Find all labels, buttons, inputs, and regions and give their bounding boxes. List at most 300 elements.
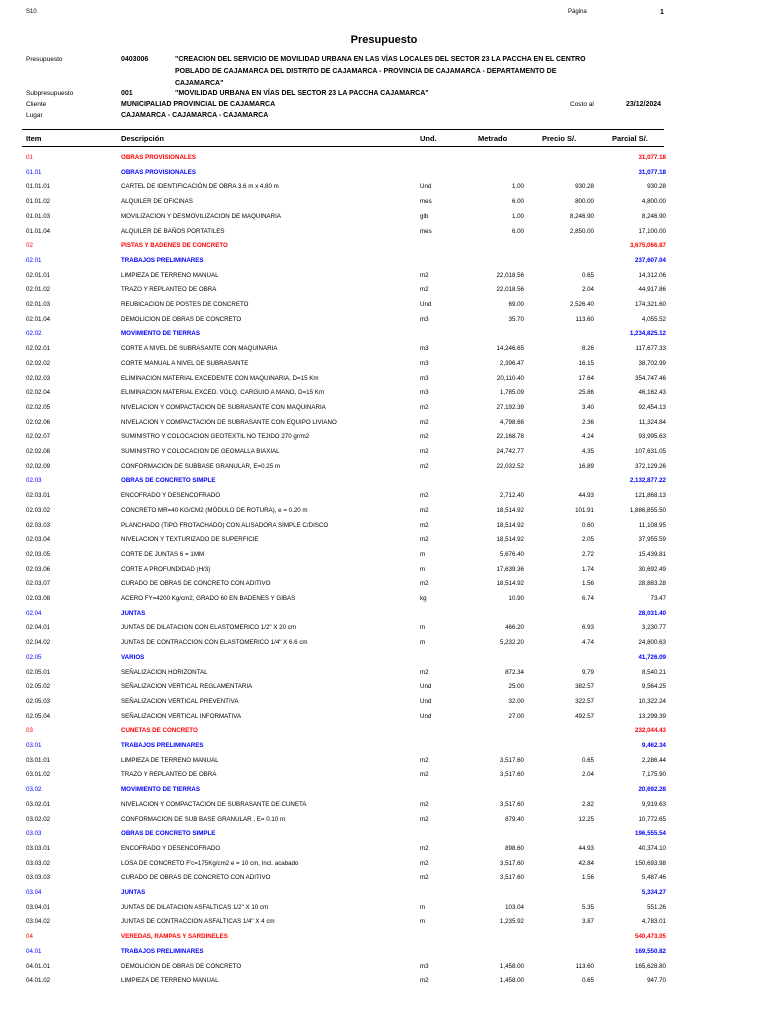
table-top-rule [22,129,664,130]
table-row [0,360,768,374]
cell-parcial: 38,702.99 [638,359,666,367]
cell-desc: SEÑALIZACION VERTICAL PREVENTIVA [121,697,239,705]
cell-precio: 2.72 [581,550,594,558]
cell-desc: CURADO DE OBRAS DE CONCRETO CON ADITIVO [121,580,271,588]
presupuesto-label: Presupuesto [26,56,63,63]
cell-desc: OBRAS PROVISIONALES [121,154,196,161]
cell-parcial: 232,044.43 [635,727,666,735]
cell-desc: JUNTAS [121,889,146,896]
cell-item: 03.04.01 [26,903,51,911]
cell-metrado: 872.34 [505,668,524,676]
cell-und: m3 [420,345,429,353]
cell-desc: TRAZO Y REPLANTEO DE OBRA [121,771,217,779]
cell-und: m2 [420,506,429,514]
table-row [0,771,768,785]
page-label: Página [568,9,587,15]
table-row [0,963,768,977]
cell-desc: MOVIMIENTO DE TIERRAS [121,330,200,338]
cell-metrado: 5,676.40 [499,550,524,558]
col-unidad: Und. [420,134,437,143]
cell-parcial: 169,550.82 [635,947,666,955]
cell-item: 02.01.02 [26,286,51,294]
cell-parcial: 165,628.80 [635,962,666,970]
cell-metrado: 22,018.56 [496,271,524,279]
cell-item: 02.03.05 [26,550,51,558]
page-title: Presupuesto [350,34,418,46]
cell-item: 01.01.01 [26,183,51,191]
cell-metrado: 18,514.92 [496,580,524,588]
cell-item: 03.03.01 [26,844,51,852]
cell-und: m3 [420,389,429,397]
cell-item: 04.01 [26,947,42,955]
cell-parcial: 40,374.10 [638,844,666,852]
table-row [0,286,768,300]
cell-desc: SEÑALIZACION HORIZONTAL [121,668,208,676]
costo-date: 23/12/2024 [626,101,662,108]
table-group-row [0,742,768,756]
table-group-row [0,889,768,903]
cell-parcial: 24,800.63 [638,639,666,647]
cell-item: 02.04.01 [26,624,51,632]
cell-precio: 25.86 [578,389,594,397]
cell-parcial: 947.70 [647,977,666,985]
lugar-value: CAJAMARCA - CAJAMARCA - CAJAMARCA [121,112,269,119]
cell-metrado: 20,110.40 [496,374,524,382]
cell-precio: 8.26 [581,345,594,353]
cell-item: 02.05.01 [26,668,51,676]
cell-desc: LIMPIEZA DE TERRENO MANUAL [121,271,219,279]
cell-item: 03.02 [26,786,42,794]
table-group-row [0,933,768,947]
cell-und: m2 [420,286,429,294]
cell-desc: SUMINISTRO Y COLOCACION DE GEOMALLA BIAXIAL [121,448,280,455]
cell-precio: 492.57 [575,712,594,720]
cell-parcial: 3,230.77 [641,624,666,632]
cell-precio: 3.87 [581,918,594,926]
cell-metrado: 14,246.65 [496,345,524,353]
cell-item: 02.03.03 [26,521,51,529]
cell-parcial: 2,286.44 [641,756,666,764]
table-header-rule [22,146,664,147]
cell-item: 02.02.06 [26,418,51,426]
cell-precio: 1.56 [581,874,594,882]
cell-parcial: 28,031.40 [638,609,666,617]
cell-metrado: 1,458.00 [499,962,524,970]
cell-item: 03.02.02 [26,815,51,823]
presupuesto-code: 0403006 [121,56,149,63]
cell-parcial: 540,473.05 [635,933,666,941]
cell-und: m2 [420,859,429,867]
table-row [0,272,768,286]
cell-precio: 2.36 [581,418,594,426]
cell-parcial: 31,077.18 [638,154,666,161]
cell-desc: CORTE MANUAL A NIVEL DE SUBRASANTE [121,359,249,367]
cell-parcial: 8,540.21 [641,668,666,676]
cell-precio: 0.65 [581,977,594,985]
cell-item: 03.04 [26,889,42,896]
cell-desc: ALQUILER DE BAÑOS PORTATILES [121,227,225,235]
cell-item: 02.01.01 [26,271,51,279]
cell-metrado: 18,514.92 [496,506,524,514]
cell-precio: 1.56 [581,580,594,588]
cell-parcial: 354,747.46 [635,374,666,382]
table-row [0,198,768,212]
cell-item: 02.05.03 [26,697,51,705]
cell-und: m2 [420,536,429,544]
cell-precio: 113.60 [575,315,594,323]
cell-item: 02.03 [26,477,42,485]
cell-metrado: 22,032.52 [496,462,524,470]
cell-parcial: 150,693.98 [635,859,666,867]
cell-parcial: 20,692.28 [638,786,666,794]
cell-desc: SUMINISTRO Y COLOCACION GEOTEXTIL NO TEJIDO 270 gr/m2 [121,433,310,441]
cell-metrado: 18,514.92 [496,521,524,529]
table-group-row [0,330,768,344]
cell-parcial: 4,800.00 [641,198,666,206]
cell-item: 02 [26,242,33,250]
cell-precio: 6.74 [581,595,594,602]
cell-desc: JUNTAS DE CONTRACCION CON ELASTOMERICO 1/4" X 6.6 cm [121,639,308,647]
cell-metrado: 1.00 [511,183,524,191]
cell-desc: ELIMINACION MATERIAL EXCED. VOLQ. CARGUIO A MANO, D=15 Km [121,389,325,397]
cell-desc: ELIMINACION MATERIAL EXCEDENTE CON MAQUINARIA, D=15 Km [121,374,319,382]
table-row [0,580,768,594]
cell-parcial: 2,132,877.22 [629,477,666,485]
table-group-row [0,169,768,183]
cell-metrado: 69.00 [508,301,524,308]
cell-item: 01.01.02 [26,198,51,206]
cell-und: m [420,903,426,911]
table-group-row [0,830,768,844]
cell-desc: DEMOLICION DE OBRAS DE CONCRETO [121,315,242,323]
cell-item: 03.02.01 [26,800,51,808]
cell-und: Und [420,301,432,308]
cell-metrado: 27,192.39 [496,403,524,411]
lugar-label: Lugar [26,112,43,119]
cell-desc: TRABAJOS PRELIMINARES [121,947,204,955]
cell-und: m2 [420,874,429,882]
cell-desc: OBRAS DE CONCRETO SIMPLE [121,830,216,838]
table-row [0,183,768,197]
cell-precio: 4.74 [581,639,594,647]
cell-und: m2 [420,668,429,676]
table-group-row [0,786,768,800]
cell-item: 02.01 [26,256,42,264]
cell-und: m2 [420,580,429,588]
cell-precio: 44.93 [578,844,594,852]
cell-desc: SEÑALIZACION VERTICAL REGLAMENTARIA [121,683,253,691]
table-row [0,404,768,418]
cell-item: 02.02.03 [26,374,51,382]
cell-desc: ACERO FY=4200 Kg/cm2, GRADO 60 EN BADENES Y GIBAS [121,595,296,602]
cell-parcial: 92,454.13 [638,403,666,411]
table-row [0,713,768,727]
cell-und: m2 [420,492,429,500]
table-row [0,389,768,403]
cell-item: 02.03.04 [26,536,51,544]
cell-precio: 17.64 [578,374,594,382]
cell-item: 04 [26,933,33,941]
table-row [0,448,768,462]
cell-parcial: 174,321.60 [635,301,666,308]
cell-parcial: 196,555.54 [635,830,666,838]
table-row [0,213,768,227]
cell-item: 02.04.02 [26,639,51,647]
cell-item: 02.02 [26,330,42,338]
cell-precio: 0.60 [581,521,594,529]
cell-precio: 0.65 [581,271,594,279]
cell-parcial: 1,886,855.50 [629,506,666,514]
cell-und: Und [420,183,432,191]
costo-label: Costo al [570,101,594,108]
cell-metrado: 898.60 [505,844,524,852]
cell-item: 01.01.04 [26,227,51,235]
table-row [0,683,768,697]
cell-precio: 113.60 [575,962,594,970]
cell-und: m [420,639,426,647]
cell-und: m2 [420,448,429,455]
cell-precio: 382.57 [575,683,594,691]
cell-und: mes [420,227,432,235]
cell-parcial: 9,564.25 [641,683,666,691]
col-descripcion: Descripción [121,134,164,143]
table-group-row [0,477,768,491]
table-group-row [0,257,768,271]
cell-und: m2 [420,815,429,823]
cell-desc: CUNETAS DE CONCRETO [121,727,198,735]
cell-parcial: 13,299.39 [638,712,666,720]
cell-parcial: 372,129.26 [635,462,666,470]
cell-desc: JUNTAS DE DILATACION CON ELASTOMERICO 1/2" X 20 cm [121,624,297,632]
col-metrado: Metrado [478,134,508,143]
cell-parcial: 930.28 [647,183,666,191]
cell-parcial: 31,077.18 [638,168,666,176]
cell-item: 02.02.04 [26,389,51,397]
cell-precio: 1.74 [581,565,594,573]
table-row [0,433,768,447]
cell-desc: VARIOS [121,653,145,661]
cell-desc: CORTE A NIVEL DE SUBRASANTE CON MAQUINARIA [121,345,278,353]
cell-precio: 2.05 [581,536,594,544]
cell-und: m2 [420,977,429,985]
cell-item: 03.03.03 [26,874,51,882]
cell-und: m2 [420,462,429,470]
table-row [0,345,768,359]
cell-parcial: 37,955.59 [638,536,666,544]
cell-und: m [420,550,426,558]
cell-item: 03.01.01 [26,756,51,764]
cell-item: 02.02.02 [26,359,51,367]
cell-metrado: 25.00 [508,683,524,691]
cell-und: m2 [420,844,429,852]
table-group-row [0,610,768,624]
presupuesto-description: "CREACION DEL SERVICIO DE MOVILIDAD URBANA EN LAS VÍAS LOCALES DEL SECTOR 23 LA PACCHA EN EL CENTRO POBLADO DE CAJAMARCA DEL DISTRITO DE CAJAMARCA - PROVINCIA DE CAJAMARCA - DEPARTAMENTO DE CAJAMARCA" [175,56,586,87]
cell-und: m3 [420,962,429,970]
cell-item: 02.03.01 [26,492,51,500]
table-row [0,698,768,712]
col-precio: Precio S/. [542,134,577,143]
cell-desc: CORTE A PROFUNDIDAD (H/3) [121,565,211,573]
cell-desc: JUNTAS DE CONTRACCION ASFALTICAS 1/4" X 4 cm [121,918,275,926]
cell-desc: LIMPIEZA DE TERRENO MANUAL [121,756,219,764]
cell-und: m2 [420,271,429,279]
table-row [0,918,768,932]
table-row [0,419,768,433]
cell-parcial: 107,631.05 [635,448,666,455]
table-row [0,874,768,888]
cell-precio: 12.25 [578,815,594,823]
cell-metrado: 2,712.40 [499,492,524,500]
cell-precio: 322.57 [575,697,594,705]
cell-parcial: 1,234,825.12 [629,330,666,338]
cell-desc: REUBICACION DE POSTES DE CONCRETO [121,301,249,308]
cell-desc: LOSA DE CONCRETO F'c=175Kg/cm2 e = 10 cm, Incl. acabado [121,859,299,867]
cell-parcial: 10,322.24 [638,697,666,705]
cell-metrado: 1,235.92 [499,918,524,926]
cell-und: m2 [420,771,429,779]
cell-desc: PISTAS Y BADENES DE CONCRETO [121,242,228,250]
cell-desc: TRAZO Y REPLANTEO DE OBRA [121,286,217,294]
cell-desc: JUNTAS [121,609,146,617]
cell-precio: 2.04 [581,771,594,779]
cell-metrado: 22,018.56 [496,286,524,294]
cell-item: 04.01.01 [26,962,51,970]
cell-precio: 3.40 [581,403,594,411]
col-item: Item [26,134,42,143]
cell-metrado: 3,517.60 [499,756,524,764]
cell-precio: 4.35 [581,448,594,455]
cell-desc: TRABAJOS PRELIMINARES [121,742,204,749]
cell-und: Und [420,712,432,720]
cell-precio: 6.93 [581,624,594,632]
cell-precio: 5.35 [581,903,594,911]
cell-metrado: 6.00 [511,198,524,206]
cell-parcial: 9,919.63 [641,800,666,808]
cell-und: Und [420,683,432,691]
cell-parcial: 3,675,066.87 [629,242,666,250]
table-row [0,228,768,242]
cell-metrado: 10.90 [508,595,524,602]
cell-metrado: 3,517.60 [499,874,524,882]
cell-desc: NIVELACION Y COMPACTACION DE SUBRASANTE CON EQUIPO LIVIANO [121,418,337,426]
cell-item: 02.02.05 [26,403,51,411]
col-parcial: Parcial S/. [612,134,648,143]
cell-item: 02.03.06 [26,565,51,573]
table-row [0,492,768,506]
cell-und: Und [420,697,432,705]
cell-parcial: 5,487.46 [641,874,666,882]
cell-parcial: 9,462.34 [641,742,666,749]
cell-desc: VEREDAS, RAMPAS Y SARDINELES [121,933,228,941]
cell-item: 02.01.04 [26,315,51,323]
cell-desc: PLANCHADO (TIPO FROTACHADO) CON ALISADORA SIMPLE C/DISCO [121,521,329,529]
cell-metrado: 5,232.20 [499,639,524,647]
cell-metrado: 6.00 [511,227,524,235]
cell-desc: LIMPIEZA DE TERRENO MANUAL [121,977,219,985]
cell-und: m3 [420,315,429,323]
cell-precio: 101.91 [575,506,594,514]
cell-desc: OBRAS PROVISIONALES [121,168,196,176]
cell-metrado: 22,168.78 [496,433,524,441]
cell-desc: ENCOFRADO Y DESENCOFRADO [121,492,221,500]
cell-parcial: 4,783.01 [641,918,666,926]
cell-metrado: 103.04 [505,903,524,911]
table-row [0,316,768,330]
cell-precio: 44.93 [578,492,594,500]
table-row [0,551,768,565]
cell-parcial: 44,917.86 [638,286,666,294]
cell-und: m3 [420,359,429,367]
cell-und: m2 [420,521,429,529]
cell-item: 03.03 [26,830,42,838]
cell-precio: 2.04 [581,286,594,294]
cell-parcial: 41,726.09 [638,653,666,661]
table-row [0,816,768,830]
cell-item: 03.03.02 [26,859,51,867]
cliente-value: MUNICIPALIAD PROVINCIAL DE CAJAMARCA [121,101,276,108]
cell-desc: CONFORMACION DE SUBBASE GRANULAR, E=0.25 m [121,462,281,470]
cell-desc: ENCOFRADO Y DESENCOFRADO [121,844,221,852]
cell-desc: TRABAJOS PRELIMINARES [121,256,204,264]
cell-precio: 42.84 [578,859,594,867]
cell-precio: 800.00 [575,198,594,206]
cell-desc: ALQUILER DE OFICINAS [121,198,193,206]
cell-desc: NIVELACION Y COMPACTACION DE SUBRASANTE DE CUNETA [121,800,307,808]
cell-parcial: 93,995.63 [638,433,666,441]
cell-metrado: 4,798.66 [499,418,524,426]
cell-precio: 16.15 [578,359,594,367]
cell-precio: 2,526.40 [569,301,594,308]
cell-item: 04.01.02 [26,977,51,985]
cell-metrado: 1,458.00 [499,977,524,985]
cell-item: 03 [26,727,33,735]
table-row [0,522,768,536]
cell-precio: 0.65 [581,756,594,764]
cell-und: m3 [420,374,429,382]
table-group-row [0,948,768,962]
table-row [0,845,768,859]
cell-parcial: 17,100.00 [638,227,666,235]
report-code: S10 [26,9,37,15]
cell-und: m2 [420,403,429,411]
cell-item: 02.02.08 [26,448,51,455]
cell-item: 01.01 [26,168,42,176]
cell-item: 02.01.03 [26,301,51,308]
table-group-row [0,242,768,256]
cell-item: 02.02.07 [26,433,51,441]
cell-parcial: 551.26 [647,903,666,911]
table-row [0,301,768,315]
cell-parcial: 121,868.13 [635,492,666,500]
cell-metrado: 18,514.92 [496,536,524,544]
cell-und: m [420,624,426,632]
cell-parcial: 5,334.27 [641,889,666,896]
cell-item: 03.01.02 [26,771,51,779]
cell-metrado: 879.40 [505,815,524,823]
table-row [0,536,768,550]
cell-item: 02.03.07 [26,580,51,588]
cell-item: 03.04.02 [26,918,51,926]
cell-metrado: 17,639.36 [496,565,524,573]
cell-item: 02.02.09 [26,462,51,470]
cell-precio: 2.82 [581,800,594,808]
cell-desc: MOVILIZACION Y DESMOVILIZACION DE MAQUINARIA [121,212,281,220]
page-number: 1 [660,9,664,16]
table-row [0,639,768,653]
cell-desc: CORTE DE JUNTAS 6 = 1MM [121,550,205,558]
cell-parcial: 15,439.81 [638,550,666,558]
cell-metrado: 1,785.09 [499,389,524,397]
